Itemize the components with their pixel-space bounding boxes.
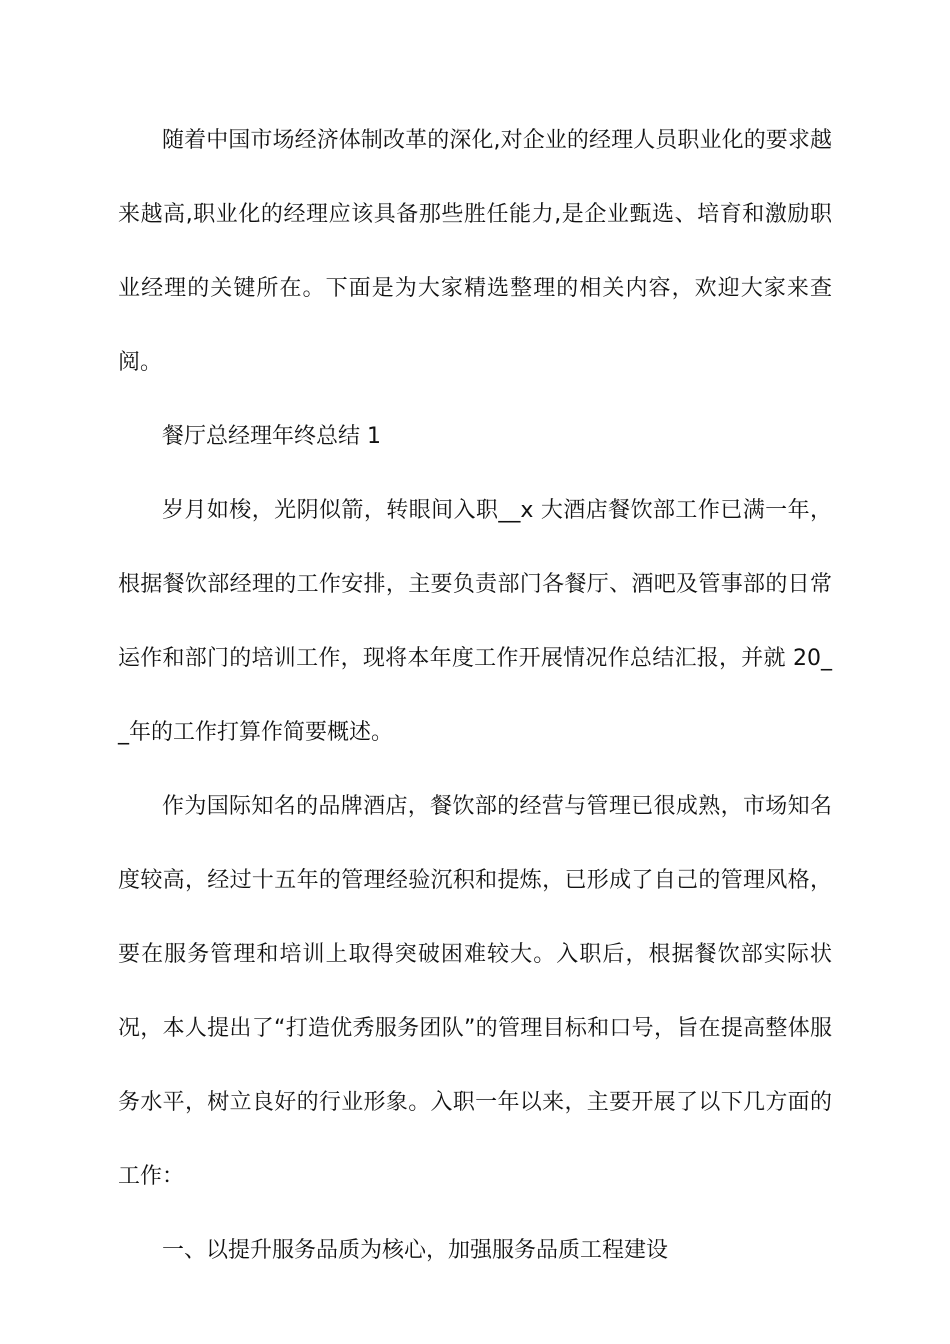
intro-paragraph: 随着中国市场经济体制改革的深化,对企业的经理人员职业化的要求越来越高,职业化的经理应该具备那些胜任能力,是企业甄选、培育和激励职业经理的关键所在。下面是为大家精选整理的相关内容，欢迎大家来查阅。: [118, 128, 832, 375]
body-paragraph-2: 作为国际知名的品牌酒店，餐饮部的经营与管理已很成熟，市场知名度较高，经过十五年的管理经验沉积和提炼，已形成了自己的管理风格，要在服务管理和培训上取得突破困难较大。入职后，根据餐饮部实际状况，本人提出了“打造优秀服务团队”的管理目标和口号，旨在提高整体服务水平，树立良好的行业形象。入职一年以来，主要开展了以下几方面的工作：: [118, 794, 832, 1189]
section-title: 餐厅总经理年终总结 1: [162, 424, 381, 449]
document-body: [118, 104, 832, 1288]
subsection-heading: 一、以提升服务品质为核心，加强服务品质工程建设: [162, 1238, 669, 1263]
body-paragraph-1: 岁月如梭，光阴似箭，转眼间入职__x 大酒店餐饮部工作已满一年，根据餐饮部经理的工作安排，主要负责部门各餐厅、酒吧及管事部的日常运作和部门的培训工作，现将本年度工作开展情况作总结汇报，并就 20__年的工作打算作简要概述。: [118, 498, 832, 745]
